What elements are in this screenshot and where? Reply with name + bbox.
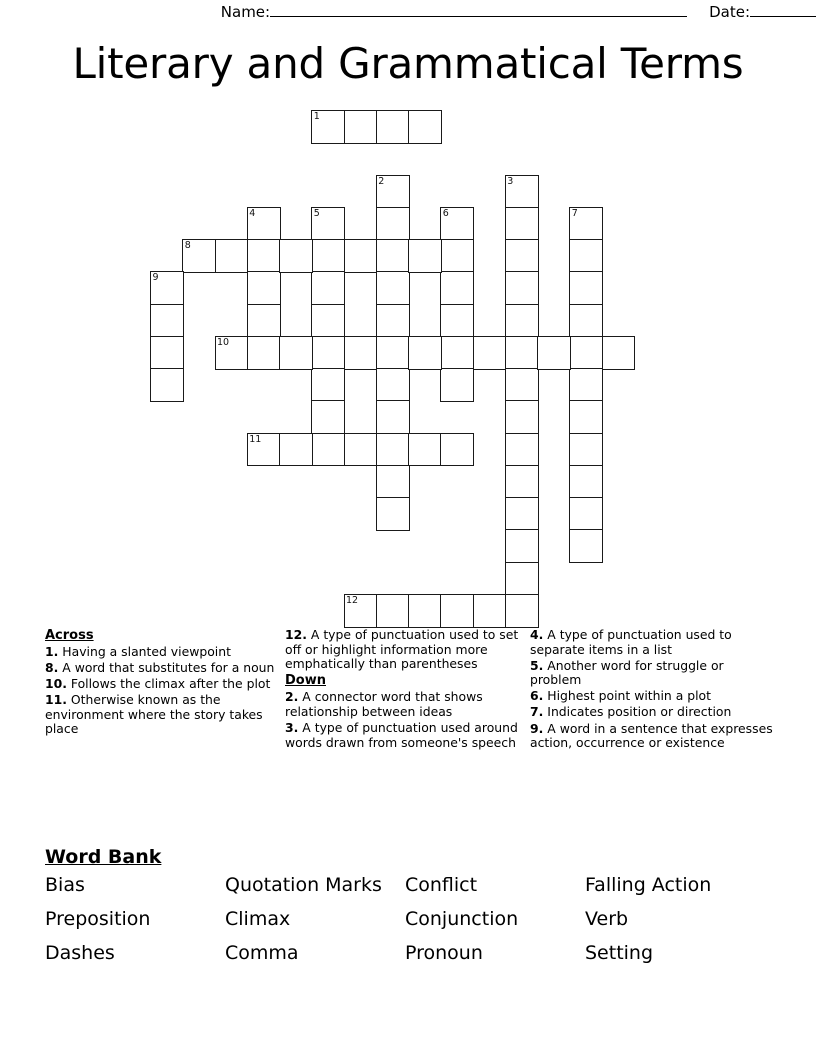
clue-number: 6. [530, 688, 544, 704]
crossword-cell[interactable] [569, 497, 603, 531]
crossword-cell[interactable] [215, 239, 249, 273]
crossword-cell-number: 8 [184, 240, 191, 251]
clues-section [45, 628, 775, 833]
word-bank-item: Conflict [405, 874, 478, 896]
clue-text: Another word for struggle or problem [530, 657, 724, 688]
clue-text: A connector word that shows relationship between ideas [285, 689, 483, 719]
clue-text: Indicates position or direction [547, 704, 732, 720]
crossword-cell[interactable] [311, 110, 345, 144]
word-bank-item: Pronoun [405, 942, 483, 964]
crossword-cell[interactable] [215, 336, 249, 370]
crossword-cell[interactable] [376, 336, 410, 370]
crossword-cell[interactable] [376, 110, 410, 144]
crossword-cell[interactable] [247, 336, 281, 370]
clue-number: 7. [530, 704, 544, 720]
clues-column-2 [285, 628, 530, 833]
crossword-cell[interactable] [247, 433, 281, 467]
crossword-cell-number: 1 [313, 111, 320, 122]
crossword-cell[interactable] [150, 368, 184, 402]
crossword-cell[interactable] [311, 271, 345, 305]
crossword-cell[interactable] [247, 271, 281, 305]
crossword-cell[interactable] [602, 336, 636, 370]
clue-text: Otherwise known as the environment where the story takes place [45, 692, 263, 737]
clue-number: 5. [530, 657, 544, 673]
date-label: Date: [709, 3, 750, 21]
crossword-cell[interactable] [505, 433, 539, 467]
clue-down-9 [530, 722, 775, 751]
crossword-cell[interactable] [440, 207, 474, 241]
clue-text: A word in a sentence that expresses action, occurrence or existence [530, 720, 773, 751]
word-bank-item: Falling Action [585, 874, 712, 896]
crossword-cell[interactable] [408, 594, 442, 628]
crossword-cell[interactable] [537, 336, 571, 370]
word-bank-item: Conjunction [405, 908, 519, 930]
word-bank-item: Preposition [45, 908, 151, 930]
crossword-cell[interactable] [569, 336, 603, 370]
clue-across-8 [45, 661, 285, 676]
crossword-cell[interactable] [440, 239, 474, 273]
crossword-cell[interactable] [408, 336, 442, 370]
crossword-cell[interactable] [440, 304, 474, 338]
crossword-cell[interactable] [505, 304, 539, 338]
crossword-cell[interactable] [376, 497, 410, 531]
crossword-cell[interactable] [311, 368, 345, 402]
clue-across-11 [45, 693, 285, 737]
crossword-cell[interactable] [344, 594, 378, 628]
clue-down-5 [530, 659, 775, 688]
crossword-cell[interactable] [311, 433, 345, 467]
clue-down-7 [530, 705, 775, 720]
word-bank-item: Climax [225, 908, 291, 930]
clue-number: 10. [45, 676, 67, 692]
crossword-cell[interactable] [408, 433, 442, 467]
crossword-cell[interactable] [569, 400, 603, 434]
clue-across-12 [285, 628, 530, 672]
crossword-cell[interactable] [376, 175, 410, 209]
clue-number: 3. [285, 719, 299, 735]
word-bank-item: Bias [45, 874, 85, 896]
crossword-cell[interactable] [279, 239, 313, 273]
crossword-cell[interactable] [376, 304, 410, 338]
crossword-cell-number: 7 [571, 207, 578, 219]
crossword-cell[interactable] [408, 239, 442, 273]
crossword-cell[interactable] [311, 304, 345, 338]
clue-text: A type of punctuation used around words drawn from someone's speech [285, 719, 518, 750]
crossword-cell[interactable] [182, 239, 216, 273]
crossword-cell[interactable] [505, 207, 539, 241]
clue-number: 8. [45, 660, 59, 676]
crossword-cell[interactable] [376, 368, 410, 402]
crossword-cell[interactable] [440, 368, 474, 402]
crossword-cell[interactable] [344, 110, 378, 144]
page-title: Literary and Grammatical Terms [72, 39, 744, 88]
crossword-cell[interactable] [569, 239, 603, 273]
crossword-cell[interactable] [376, 239, 410, 273]
clue-number: 1. [45, 644, 59, 659]
crossword-cell[interactable] [473, 594, 507, 628]
crossword-cell-number: 11 [249, 433, 262, 445]
crossword-cell[interactable] [473, 336, 507, 370]
crossword-cell[interactable] [150, 336, 184, 370]
crossword-cell[interactable] [279, 433, 313, 467]
crossword-cell[interactable] [505, 239, 539, 273]
word-bank-item: Setting [585, 942, 654, 964]
crossword-cell[interactable] [569, 207, 603, 241]
crossword-cell[interactable] [505, 594, 539, 628]
clue-down-4 [530, 628, 775, 657]
clue-down-2 [285, 690, 530, 719]
crossword-cell-number: 3 [507, 175, 514, 187]
crossword-cell-number: 5 [313, 207, 320, 219]
crossword-cell[interactable] [376, 594, 410, 628]
clues-column-3 [530, 628, 775, 833]
crossword-cell[interactable] [408, 110, 442, 144]
crossword-cell[interactable] [505, 368, 539, 402]
clue-number: 2. [285, 689, 299, 705]
crossword-cell[interactable] [505, 529, 539, 563]
crossword-cell[interactable] [344, 433, 378, 467]
crossword-cell[interactable] [279, 336, 313, 370]
crossword-cell[interactable] [505, 497, 539, 531]
crossword-cell[interactable] [247, 207, 281, 241]
word-bank-item: Comma [225, 942, 299, 964]
word-bank-item: Dashes [45, 942, 115, 964]
crossword-cell[interactable] [311, 336, 345, 370]
crossword-cell[interactable] [376, 400, 410, 434]
crossword-cell[interactable] [344, 336, 378, 370]
clues-column-1 [45, 628, 285, 833]
crossword-cell[interactable] [505, 336, 539, 370]
crossword-cell[interactable] [376, 465, 410, 499]
crossword-cell[interactable] [376, 433, 410, 467]
crossword-cell[interactable] [311, 400, 345, 434]
clue-text: A word that substitutes for a noun [62, 660, 275, 676]
crossword-cell[interactable] [569, 271, 603, 305]
clue-text: A type of punctuation used to set off or highlight information more emphatically than parentheses [285, 627, 519, 672]
crossword-cell[interactable] [150, 304, 184, 338]
crossword-cell-number: 12 [346, 594, 359, 606]
crossword-cell[interactable] [505, 465, 539, 499]
crossword-cell[interactable] [247, 239, 281, 273]
crossword-cell-number: 9 [152, 272, 159, 284]
clue-number: 12. [285, 627, 307, 642]
crossword-cell[interactable] [247, 304, 281, 338]
crossword-cell-number: 2 [378, 175, 385, 187]
crossword-cell[interactable] [440, 433, 474, 467]
crossword-cell[interactable] [505, 400, 539, 434]
crossword-cell[interactable] [440, 336, 474, 370]
crossword-cell[interactable] [569, 465, 603, 499]
crossword-cell[interactable] [505, 175, 539, 209]
clue-down-6 [530, 689, 775, 704]
crossword-cell[interactable] [376, 207, 410, 241]
word-bank-item: Quotation Marks [225, 874, 382, 896]
clue-down-3 [285, 721, 530, 750]
clue-text: Follows the climax after the plot [70, 676, 271, 692]
clue-across-10 [45, 677, 285, 692]
word-bank-grid [45, 871, 775, 967]
crossword-cell[interactable] [569, 433, 603, 467]
crossword-cell[interactable] [440, 594, 474, 628]
crossword-cell[interactable] [344, 239, 378, 273]
clue-text: A type of punctuation used to separate items in a list [530, 627, 732, 657]
clue-number: 11. [45, 692, 67, 708]
crossword-cell[interactable] [569, 529, 603, 563]
crossword-cell-number: 10 [217, 336, 230, 348]
down-heading: Down [285, 673, 326, 689]
clue-number: 4. [530, 627, 544, 642]
crossword-cell[interactable] [440, 271, 474, 305]
crossword-cell[interactable] [505, 271, 539, 305]
crossword-cell[interactable] [505, 562, 539, 596]
crossword-cell[interactable] [569, 368, 603, 402]
name-label: Name: [220, 3, 271, 21]
crossword-cell[interactable] [569, 304, 603, 338]
crossword-cell[interactable] [311, 239, 345, 273]
clue-number: 9. [530, 720, 544, 736]
crossword-cell[interactable] [311, 207, 345, 241]
clue-text: Highest point within a plot [547, 688, 711, 704]
word-bank-heading: Word Bank [45, 846, 162, 868]
clue-text: Having a slanted viewpoint [62, 644, 231, 659]
crossword-cell[interactable] [376, 271, 410, 305]
word-bank-section [45, 845, 775, 967]
crossword-cell-number: 6 [442, 207, 449, 219]
word-bank-item: Verb [585, 908, 629, 930]
crossword-cell[interactable] [150, 271, 184, 305]
across-heading: Across [45, 628, 94, 643]
crossword-cell-number: 4 [249, 207, 256, 219]
clue-across-1 [45, 645, 285, 660]
